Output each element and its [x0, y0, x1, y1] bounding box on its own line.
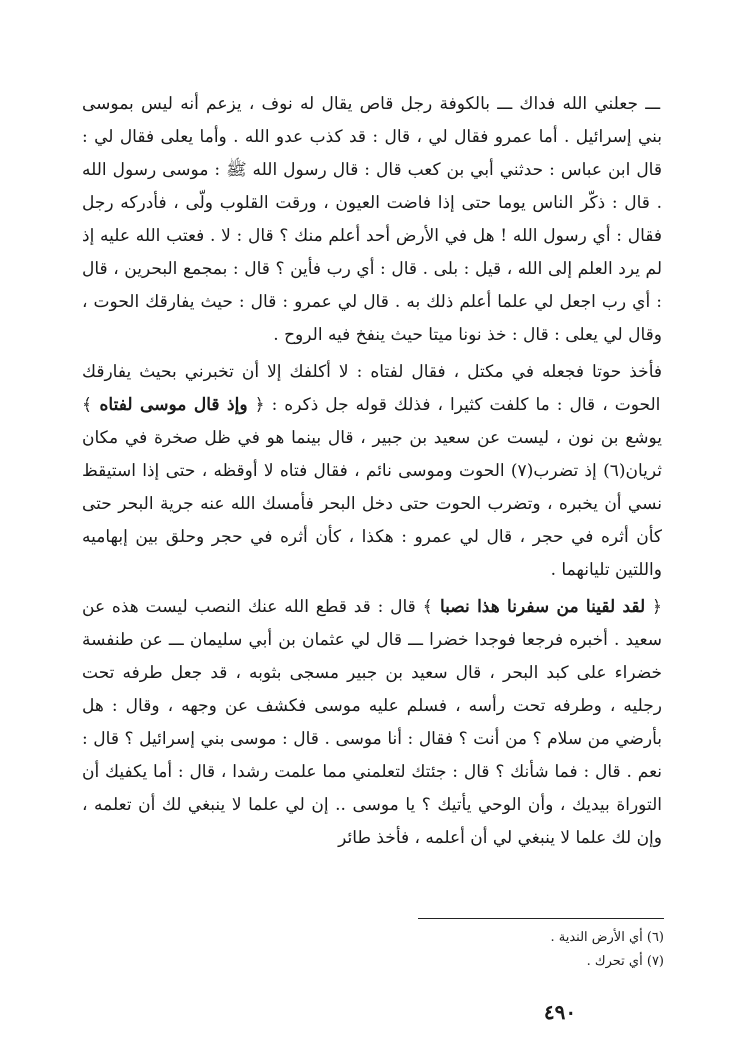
footnote-divider [418, 918, 664, 919]
text-line: إسرائيل ؟ قال : نعم . قال : فما شأنك ؟ قال : جئتك لتعلمني مما علمت [82, 729, 662, 782]
text-line: ولّى ، فأدركه رجل فقال : أي رسول الله ! هل في الأرض أحد أعلم منك ؟ [82, 193, 662, 246]
text-line: كأن أثره في حجر وحلق بين إبهاميه واللتين تليانهما . [82, 527, 662, 580]
text-line: لي عمرو : قال : حيث يفارقك الحوت ، وقال لي يعلى : قال : خذ نونا ميتا [82, 292, 662, 345]
text-line: فأين ؟ قال : بمجمع البحرين ، قال : أي رب اجعل لي علما أعلم ذلك به . قال [82, 259, 662, 312]
quran-verse: وإذ قال موسى لفتاه [91, 395, 248, 415]
text-line: بني إسرائيل . أما عمرو فقال لي ، قال : قد كذب عدو الله . وأما يعلى فقال [113, 127, 662, 147]
text-line: فأخذ حوتا فجعله في مكتل ، فقال لفتاه : لا أكلفك إلا أن تخبرني بحيث [131, 362, 662, 382]
quran-verse: لقد لقينا من سفرنا هذا نصبا [432, 597, 646, 617]
quran-brace-open: ﴿ [247, 395, 265, 415]
text-line: رسول الله . قال : ذكّر الناس يوما حتى إذا فاضت العيون ، ورقت القلوب [82, 160, 662, 213]
text-line: قال : قد قطع الله عنك النصب ليست [138, 597, 416, 617]
text-line: رشدا ، قال : أما يكفيك أن التوراة بيديك ، وأن الوحي يأتيك ؟ يا موسى .. إن [82, 762, 662, 815]
text-line: أوقظه ، حتى إذا استيقظ نسي أن يخبره ، وتضرب الحوت حتى دخل البحر [82, 461, 662, 514]
text-line: صخرة في مكان ثريان(٦) إذ تضرب(٧) الحوت وموسى نائم ، فقال فتاه لا [82, 428, 662, 481]
page-number: ٤٩٠ [543, 1000, 577, 1024]
text-line: يفارقك الحوت ، قال : ما كلفت كثيرا ، فذلك قوله جل ذكره : [82, 362, 661, 415]
paragraph-3 [82, 591, 662, 855]
text-line: ـــ جعلني الله فداك ـــ بالكوفة رجل قاص يقال له نوف ، يزعم أنه ليس بموسى [82, 94, 661, 114]
main-text [82, 88, 662, 855]
paragraph-2 [82, 356, 662, 587]
text-line: فأمسك الله عنه جرية البحر حتى كأن أثره في حجر ، قال لي عمرو : هكذا ، [82, 494, 662, 547]
text-line: لي علما لا ينبغي لك أن تعلمه ، وإن لك علما لا ينبغي لي أن أعلمه ، فأخذ طائر [82, 795, 662, 848]
text-line: هذه عن سعيد . أخبره فرجعا فوجدا خضرا ـــ قال لي عثمان بن أبي سليمان ـــ [82, 597, 662, 650]
text-line: وقال : هل بأرضي من سلام ؟ من أنت ؟ فقال : أنا موسى . قال : موسى بني [82, 696, 662, 749]
text-line: عن طنفسة خضراء على كبد البحر ، قال سعيد بن جبير مسجى بثوبه ، قد جعل [82, 630, 662, 683]
paragraph-1 [82, 88, 662, 352]
quran-brace-close: ﴾ [415, 597, 433, 617]
footnote-7: (٧) أي تحرك . [586, 954, 664, 969]
quran-brace-open: ﴿ [645, 597, 662, 617]
text-line: حيث ينفخ فيه الروح . [273, 325, 423, 345]
text-line: يوشع بن نون ، ليست عن سعيد بن جبير ، قال بينما هو في ظل [197, 428, 662, 448]
text-line: طرفه تحت رجليه ، وطرفه تحت رأسه ، فسلم عليه موسى فكشف عن وجهه ، [82, 663, 662, 716]
footnote-6: (٦) أي الأرض الندية . [550, 930, 664, 945]
quran-brace-close: ﴾ [82, 395, 92, 415]
text-line: قال : لا . فعتب الله عليه إذ لم يرد العلم إلى الله ، قيل : بلى . قال : أي رب [82, 226, 663, 279]
text-line: لي : قال ابن عباس : حدثني أبي بن كعب قال : قال رسول الله ﷺ : موسى [82, 127, 662, 180]
footnotes [420, 926, 664, 974]
